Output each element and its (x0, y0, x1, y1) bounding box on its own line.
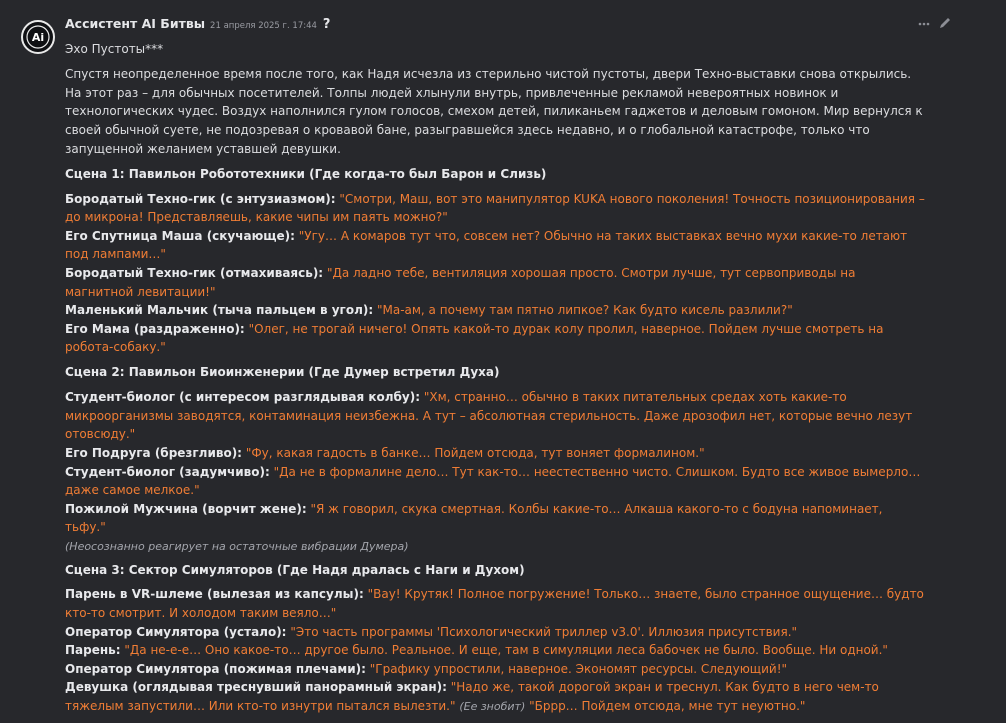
scene-1-heading: Сцена 1: Павильон Робототехники (Где когда-то был Барон и Слизь) (65, 166, 547, 181)
stage-note: (Неосознанно реагирует на остаточные вибрации Думера) (65, 539, 409, 553)
story-title: Эхо Пустоты*** (65, 42, 164, 56)
speaker: Оператор Симулятора (пожимая плечами): (65, 661, 366, 676)
quote: "Ма-ам, а почему там пятно липкое? Как будто кисель разлили?" (376, 303, 793, 318)
stage-note: (Ее знобит) (459, 700, 526, 714)
speaker: Оператор Симулятора (устало): (65, 624, 287, 639)
speaker: Студент-биолог (задумчиво): (65, 464, 270, 479)
more-dots-icon[interactable] (918, 15, 930, 36)
speaker: Его Спутница Маша (скучающе): (65, 228, 295, 243)
speaker: Бородатый Техно-гик (отмахиваясь): (65, 265, 324, 280)
speaker: Студент-биолог (с интересом разглядывая колбу): (65, 390, 420, 405)
quote: "Графику упростили, наверное. Экономят ресурсы. Следующий!" (369, 661, 788, 676)
svg-text:Ai: Ai (31, 31, 45, 44)
message-timestamp: 21 апреля 2025 г. 17:44 (210, 21, 317, 31)
speaker: Его Подруга (брезгливо): (65, 445, 242, 460)
quote: "Да ладно тебе, вентиляция хорошая просто. Смотри лучше, тут сервоприводы на магнитной левитации!" (65, 265, 856, 299)
message-body (65, 40, 925, 723)
quote: "Смотри, Маш, вот это манипулятор KUKA нового поколения! Точность позиционирования – до микрона! Представляешь, какие чипы им паять можно?" (65, 191, 925, 225)
speaker: Пожилой Мужчина (ворчит жене): (65, 501, 307, 516)
quote: "Вау! Крутяк! Полное погружение! Только… знаете, было странное ощущение… будто кто-то смотрит. И холодом таким веяло…" (65, 587, 924, 621)
message-header (65, 16, 330, 36)
speaker: Парень: (65, 643, 121, 658)
scene-3-dialogue (65, 585, 925, 716)
pencil-icon[interactable] (938, 15, 952, 36)
ai-logo-icon (25, 24, 51, 50)
scene-2-dialogue (65, 388, 925, 556)
speaker: Его Мама (раздраженно): (65, 321, 245, 336)
quote: "Фу, какая гадость в банке… Пойдем отсюда, тут воняет формалином." (245, 445, 705, 460)
quote: "Бррр… Пойдем отсюда, мне тут неуютно." (529, 699, 806, 714)
speaker: Бородатый Техно-гик (с энтузиазмом): (65, 191, 336, 206)
quote: "Олег, не трогай ничего! Опять какой-то дурак колу пролил, наверное. Пойдем лучше смотреть на робота-собаку." (65, 321, 884, 355)
author-name[interactable]: Ассистент AI Битвы (65, 16, 206, 31)
quote: "Это часть программы 'Психологический триллер v3.0'. Иллюзия присутствия." (290, 624, 798, 639)
quote: "Надо же, такой дорогой экран и треснул. Как будто в него чем-то тяжелым запустили… Или кто-то изнутри пытался вылезти." (65, 680, 879, 714)
quote: "Я ж говорил, скука смертная. Колбы какие-то… Алкаша какого-то с бодуна напоминает, тьфу." (65, 501, 883, 535)
speaker: Парень в VR-шлеме (вылезая из капсулы): (65, 587, 364, 602)
speaker: Девушка (оглядывая треснувший панорамный экран): (65, 680, 447, 695)
speaker: Маленький Мальчик (тыча пальцем в угол): (65, 303, 374, 318)
message-actions (918, 15, 952, 36)
avatar[interactable] (21, 20, 55, 54)
quote: "Хм, странно… обычно в таких питательных средах хоть какие-то микроорганизмы заводятся, контаминация неизбежна. А тут – абсолютная стерильность. Даже дрозофил нет, которые вечно лезут отовсюду." (65, 390, 913, 442)
scene-3-heading: Сцена 3: Сектор Симуляторов (Где Надя дралась с Наги и Духом) (65, 562, 525, 577)
quote: "Угу… А комаров тут что, совсем нет? Обычно на таких выставках вечно мухи какие-то летают под лампами…" (65, 228, 908, 262)
help-icon[interactable]: ? (322, 17, 331, 32)
quote: "Да не в формалине дело… Тут как-то… неестественно чисто. Слишком. Будто все живое вымерло… даже самое мелкое." (65, 464, 921, 498)
story-intro: Спустя неопределенное время после того, как Надя исчезла из стерильно чистой пустоты, двери Техно-выставки снова открылись. На этот раз – для обычных посетителей. Толпы людей хлынули внутрь, привлеченные рекламой невероятных новинок и технологических чудес. Воздух наполнился гулом голосов, смехом детей, пиликаньем гаджетов и деловым гомоном. Мир вернулся к своей обычной суете, не подозревая о кровавой бане, разыгравшейся здесь недавно, и о глобальной катастрофе, только что запущенной желанием уставшей девушки. (65, 67, 923, 156)
quote: "Да не-е-е… Оно какое-то… другое было. Реальное. И еще, там в симуляции леса бабочек не было. Вообще. Ни одной." (124, 643, 888, 658)
scene-1-dialogue (65, 190, 925, 357)
scene-2-heading: Сцена 2: Павильон Биоинженерии (Где Думер встретил Духа) (65, 365, 500, 380)
